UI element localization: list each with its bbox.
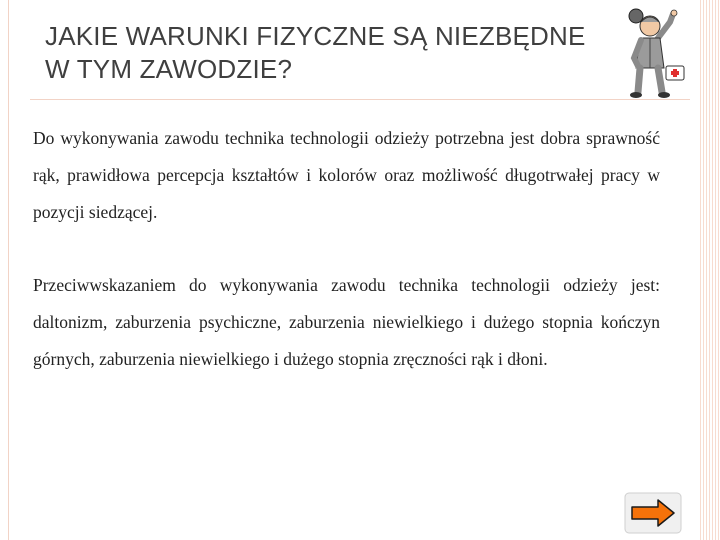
- paragraph-contraindications: Przeciwwskazaniem do wykonywania zawodu technika technologii odzieży jest: daltonizm, zaburzenia psychiczne, zaburzenia niewielkiego i dużego stopnia kończyn górnych, zaburzenia niewielkiego i dużego stopnia zręczności rąk i dłoni.: [33, 275, 660, 369]
- doctor-figure-icon: [610, 4, 690, 100]
- paragraph-requirements: Do wykonywania zawodu technika technologii odzieży potrzebna jest dobra sprawność rąk, prawidłowa percepcja kształtów i kolorów oraz możliwość długotrwałej pracy w pozycji siedzącej.: [33, 128, 660, 222]
- title-line-1: JAKIE WARUNKI FIZYCZNE SĄ NIEZBĘDNE: [45, 21, 586, 51]
- slide-body: [33, 120, 660, 378]
- title-divider: [30, 99, 690, 100]
- slide-title: [45, 20, 665, 86]
- right-decorative-border: [694, 0, 720, 540]
- left-decorative-rule: [8, 0, 9, 540]
- next-slide-button[interactable]: [624, 492, 682, 534]
- title-line-2: W TYM ZAWODZIE?: [45, 54, 293, 84]
